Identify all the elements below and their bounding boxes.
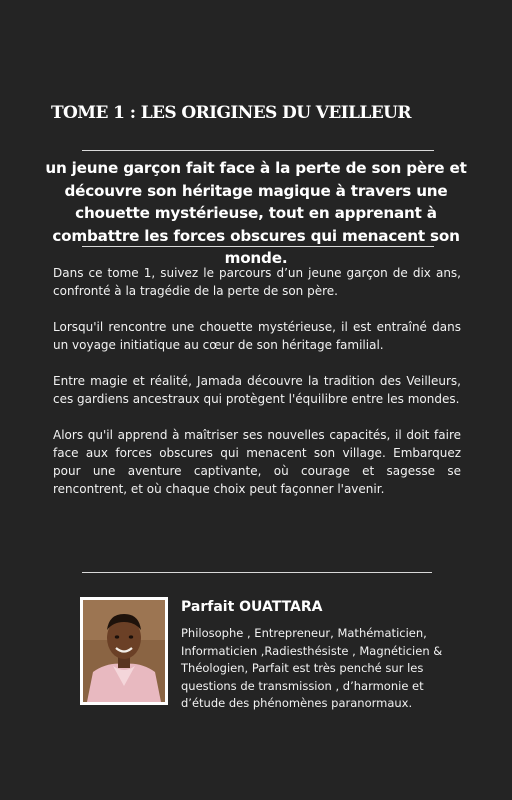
book-title: TOME 1 : LES ORIGINES DU VEILLEUR [51, 103, 411, 123]
divider-top [82, 150, 434, 151]
description-paragraph: Dans ce tome 1, suivez le parcours d’un jeune garçon de dix ans, confronté à la tragédie de la perte de son père. [53, 266, 461, 298]
book-description [53, 264, 461, 516]
author-bio: Philosophe , Entrepreneur, Mathématicien, Informaticien ,Radiesthésiste , Magnéticien & Théologien, Parfait est très penché sur les questions de transmission , d’harmonie et d’étude des phénomènes paranormaux. [181, 626, 443, 710]
description-paragraph: Entre magie et réalité, Jamada découvre la tradition des Veilleurs, ces gardiens ancestraux qui protègent l'équilibre entre les mondes. [53, 374, 461, 406]
description-paragraph: Lorsqu'il rencontre une chouette mystérieuse, il est entraîné dans un voyage initiatique au cœur de son héritage familial. [53, 320, 461, 352]
divider-middle [82, 246, 434, 247]
description-paragraph: Alors qu'il apprend à maîtriser ses nouvelles capacités, il doit faire face aux forces obscures qui menacent son village. Embarquez pour une aventure captivante, où courage et sagesse se rencontrent, et où chaque choix peut façonner l'avenir. [53, 428, 461, 496]
book-summary: un jeune garçon fait face à la perte de son père et découvre son héritage magique à travers une chouette mystérieuse, tout en apprenant à combattre les forces obscures qui menacent son monde. [45, 159, 467, 267]
author-photo [80, 597, 168, 705]
divider-bottom [82, 572, 432, 573]
author-name: Parfait OUATTARA [181, 599, 323, 615]
